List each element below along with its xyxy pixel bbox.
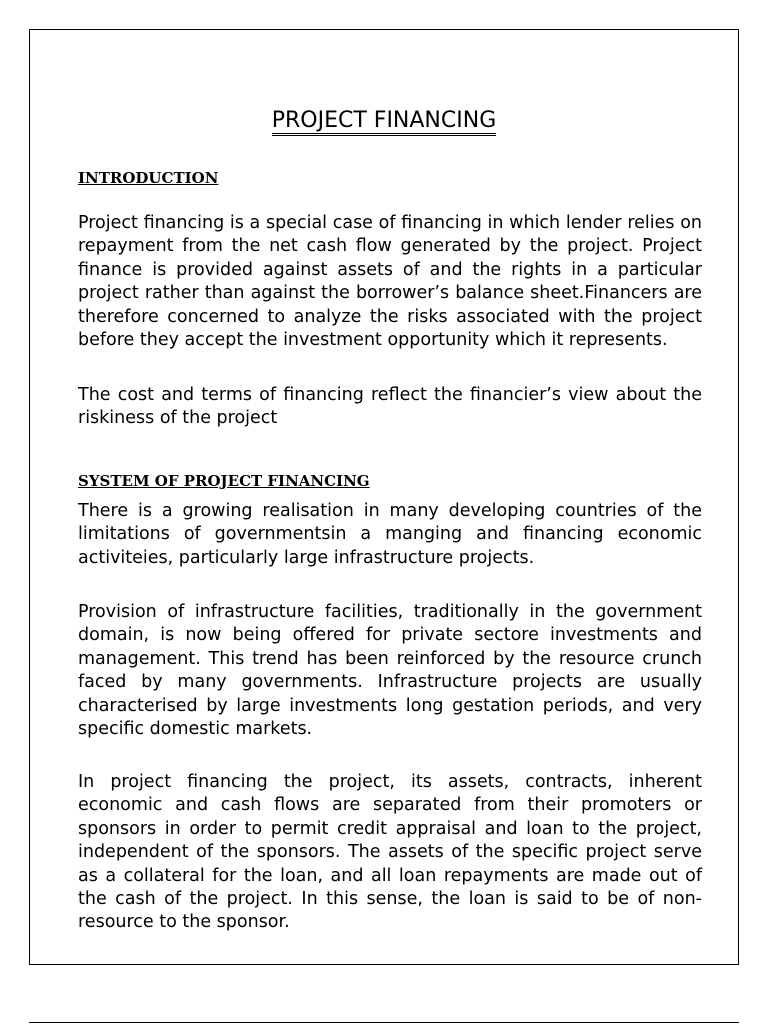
- paragraph-system-2: Provision of infrastructure facilities, traditionally in the government domain, is now being offered for private sectore investments and management. This trend has been reinforced by the resource crunch faced by many governments. Infrastructure projects are usually characterised by large investments long gestation periods, and very specific domestic markets.: [78, 602, 702, 740]
- paragraph-system-1: There is a growing realisation in many developing countries of the limitations of governmentsin a manging and financing economic activiteies, particularly large infrastructure projects.: [78, 501, 702, 568]
- paragraph-intro-2: The cost and terms of financing reflect the financier’s view about the riskiness of the project: [78, 385, 702, 429]
- section-heading-system: SYSTEM OF PROJECT FINANCING: [78, 472, 370, 490]
- document-page: [29, 29, 739, 965]
- paragraph-system-3: In project financing the project, its assets, contracts, inherent economic and cash flows are separated from their promoters or sponsors in order to permit credit appraisal and loan to the project, independent of the sponsors. The assets of the specific project serve as a collateral for the loan, and all loan repayments are made out of the cash of the project. In this sense, the loan is said to be of non-resource to the sponsor.: [78, 772, 702, 933]
- paragraph-intro-1: Project financing is a special case of financing in which lender relies on repayment from the net cash flow generated by the project. Project finance is provided against assets of and the rights in a particular project rather than against the borrower’s balance sheet.Financers are therefore concerned to analyze the risks associated with the project before they accept the investment opportunity which it represents.: [78, 213, 702, 351]
- document-title: [30, 107, 738, 135]
- next-page-top-border: [29, 1022, 739, 1023]
- document-title-text: PROJECT FINANCING: [272, 108, 497, 136]
- section-heading-introduction: INTRODUCTION: [78, 169, 219, 187]
